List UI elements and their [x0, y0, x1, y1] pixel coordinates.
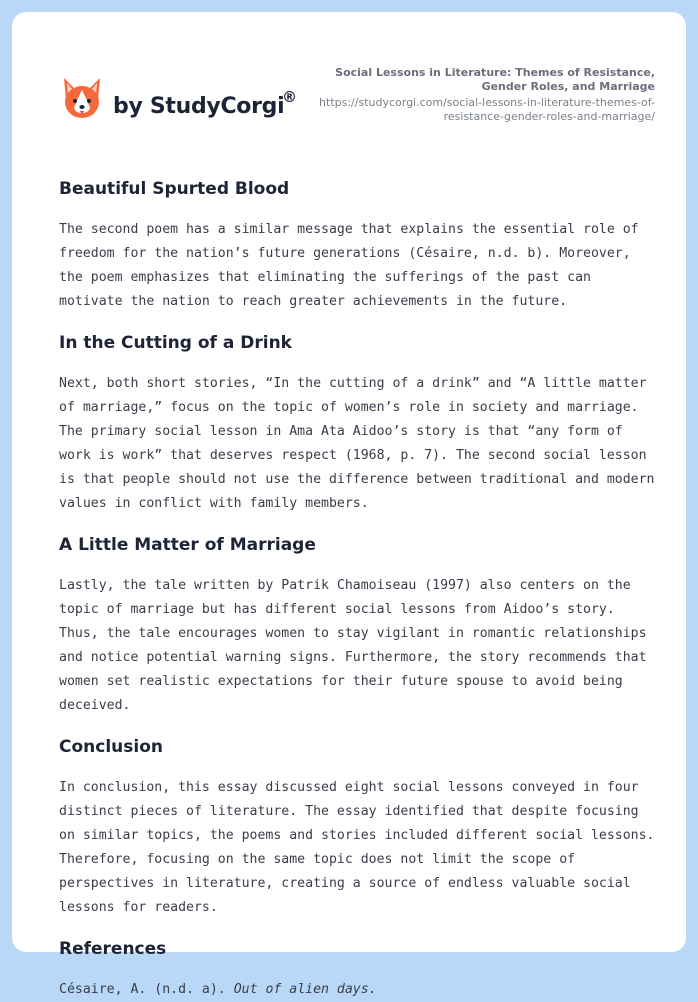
- reference-item: [59, 978, 659, 1002]
- corgi-icon: [60, 76, 104, 122]
- section-heading: In the Cutting of a Drink: [59, 333, 292, 353]
- reference-author: Césaire, A. (n.d. a).: [59, 982, 226, 997]
- document-page: [12, 12, 686, 997]
- section-heading: Conclusion: [59, 737, 163, 757]
- reference-title: Out of alien days.: [233, 982, 377, 997]
- brand-name: by StudyCorgi: [113, 94, 285, 119]
- document-meta: [295, 66, 655, 124]
- section-heading: A Little Matter of Marriage: [59, 535, 316, 555]
- references-heading: References: [59, 939, 167, 959]
- section-paragraph: In conclusion, this essay discussed eight social lessons conveyed in four distinct pieces of literature. The essay identified that despite focusing on similar topics, the poems and stories included different social lessons. Therefore, focusing on the same topic does not limit the scope of perspectives in literature, creating a source of endless valuable social lessons for readers.: [59, 780, 655, 915]
- document-url[interactable]: https://studycorgi.com/social-lessons-in-literature-themes-of-resistance-gender-roles-and-marriage/: [319, 96, 655, 123]
- section-paragraph: Lastly, the tale written by Patrik Chamoiseau (1997) also centers on the topic of marriage but has different social lessons from Aidoo’s story. Thus, the tale encourages women to stay vigilant in romantic relationships and notice potential warning signs. Furthermore, the story recommends that women set realistic expectations for their future spouse to avoid being deceived.: [59, 578, 647, 713]
- studycorgi-logo[interactable]: [60, 76, 310, 136]
- document-title: Social Lessons in Literature: Themes of Resistance, Gender Roles, and Marriage: [335, 66, 655, 93]
- registered-mark: ®: [282, 88, 297, 106]
- article-body: [59, 178, 659, 1002]
- section-paragraph: Next, both short stories, “In the cutting of a drink” and “A little matter of marriage,” focus on the topic of women’s role in society and marriage. The primary social lesson in Ama Ata Aidoo’s story is that “any form of work is work” that deserves respect (1968, p. 7). The second social lesson is that people should not use the difference between traditional and modern values in conflict with family members.: [59, 376, 655, 511]
- section-heading: Beautiful Spurted Blood: [59, 179, 290, 199]
- section-paragraph: The second poem has a similar message that explains the essential role of freedom for the nation’s future generations (Césaire, n.d. b). Moreover, the poem emphasizes that eliminating the sufferings of the past can motivate the nation to reach greater achievements in the future.: [59, 222, 639, 309]
